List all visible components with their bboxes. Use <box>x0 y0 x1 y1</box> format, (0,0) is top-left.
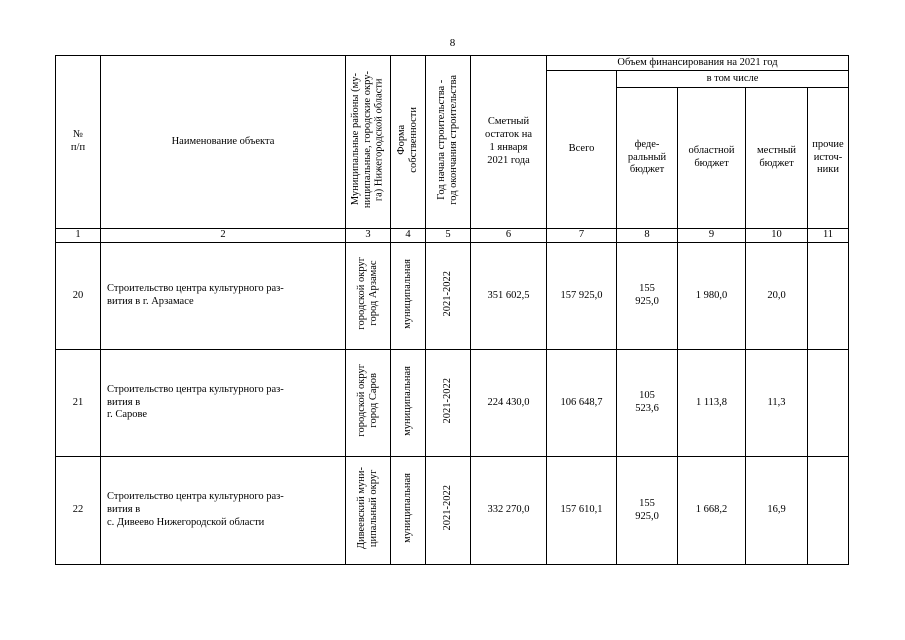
ownership: муниципальная <box>391 350 426 457</box>
federal: 105 523,6 <box>617 350 678 457</box>
header-local: местный бюджет <box>746 88 808 229</box>
column-number: 5 <box>426 229 471 243</box>
years: 2021-2022 <box>426 243 471 350</box>
column-number: 10 <box>746 229 808 243</box>
header-including: в том числе <box>617 71 849 88</box>
header-years: Год начала строительства - год окончания строительства <box>426 56 471 229</box>
ownership: муниципальная <box>391 243 426 350</box>
page-number: 8 <box>449 37 456 49</box>
total: 106 648,7 <box>547 350 617 457</box>
regional: 1 668,2 <box>678 457 746 565</box>
object-name: Строительство центра культурного раз- вития в с. Дивеево Нижегородской области <box>101 457 346 565</box>
object-name: Строительство центра культурного раз- вития в г. Арзамасе <box>101 243 346 350</box>
local: 11,3 <box>746 350 808 457</box>
header-federal: феде- ральный бюджет <box>617 88 678 229</box>
header-num: № п/п <box>56 56 101 229</box>
row-num: 21 <box>56 350 101 457</box>
column-number-row <box>56 229 849 243</box>
header-total: Всего <box>547 71 617 229</box>
row-num: 22 <box>56 457 101 565</box>
municipality: городской округ город Саров <box>346 350 391 457</box>
other <box>808 457 849 565</box>
total: 157 925,0 <box>547 243 617 350</box>
header-name: Наименование объекта <box>101 56 346 229</box>
years: 2021-2022 <box>426 350 471 457</box>
funding-table <box>55 55 849 565</box>
header-other: прочие источ- ники <box>808 88 849 229</box>
header-balance: Сметный остаток на 1 января 2021 года <box>471 56 547 229</box>
header-municipality: Муниципальные районы (му- ниципальные, городские окру- га) Нижегородской области <box>346 56 391 229</box>
column-number: 8 <box>617 229 678 243</box>
column-number: 7 <box>547 229 617 243</box>
header-regional: областной бюджет <box>678 88 746 229</box>
balance: 351 602,5 <box>471 243 547 350</box>
ownership: муниципальная <box>391 457 426 565</box>
column-number: 9 <box>678 229 746 243</box>
table-row <box>56 350 849 457</box>
column-number: 2 <box>101 229 346 243</box>
column-number: 4 <box>391 229 426 243</box>
table-row <box>56 243 849 350</box>
column-number: 11 <box>808 229 849 243</box>
local: 20,0 <box>746 243 808 350</box>
regional: 1 980,0 <box>678 243 746 350</box>
federal: 155 925,0 <box>617 243 678 350</box>
years: 2021-2022 <box>426 457 471 565</box>
total: 157 610,1 <box>547 457 617 565</box>
header-funding-group: Объем финансирования на 2021 год <box>547 56 849 71</box>
other <box>808 350 849 457</box>
object-name: Строительство центра культурного раз- вития в г. Сарове <box>101 350 346 457</box>
federal: 155 925,0 <box>617 457 678 565</box>
header-ownership: Форма собственности <box>391 56 426 229</box>
regional: 1 113,8 <box>678 350 746 457</box>
column-number: 6 <box>471 229 547 243</box>
table-row <box>56 457 849 565</box>
column-number: 3 <box>346 229 391 243</box>
other <box>808 243 849 350</box>
row-num: 20 <box>56 243 101 350</box>
municipality: городской округ город Арзамас <box>346 243 391 350</box>
balance: 332 270,0 <box>471 457 547 565</box>
local: 16,9 <box>746 457 808 565</box>
balance: 224 430,0 <box>471 350 547 457</box>
municipality: Дивеевский муни- ципальный округ <box>346 457 391 565</box>
column-number: 1 <box>56 229 101 243</box>
